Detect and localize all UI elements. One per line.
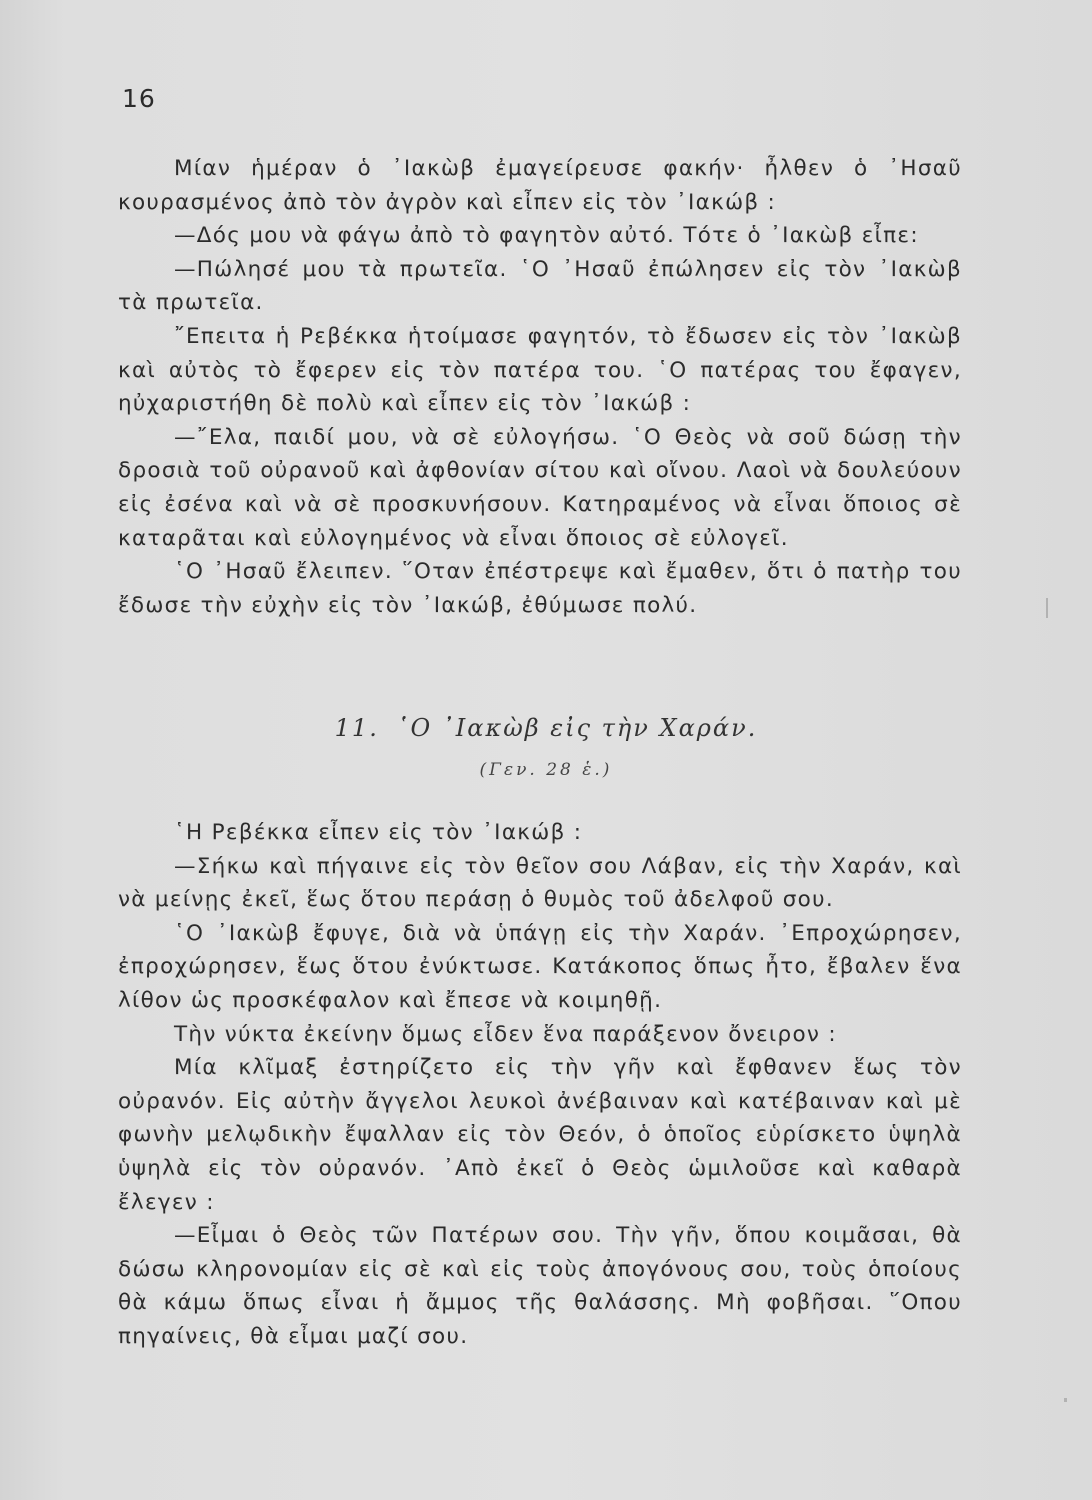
paragraph: ῾Η Ρεβέκκα εἶπεν εἰς τὸν ᾿Ιακώβ :: [174, 820, 583, 845]
scan-speck: [1064, 1398, 1067, 1402]
paragraph: ῾Ο ᾿Ησαῦ ἔλειπεν. ῞Οταν ἐπέστρεψε καὶ ἔμαθεν, ὅτι ὁ πατὴρ του ἔδωσε τὴν εὐχὴν εἰς τὸν ᾿Ιακώβ, ἐθύμωσε πολύ.: [118, 559, 962, 618]
paragraph: Τὴν νύκτα ἐκείνην ὅμως εἶδεν ἕνα παράξενον ὄνειρον :: [174, 1021, 837, 1047]
paragraph: Μίαν ἡμέραν ὁ ᾿Ιακὼβ ἐμαγείρευσε φακήν· ἦλθεν ὁ ᾿Ησαῦ κουρασμένος ἀπὸ τὸν ἀγρὸν καὶ εἶπεν εἰς τὸν ᾿Ιακώβ :: [118, 156, 962, 215]
scan-speck: [1046, 598, 1048, 618]
paragraph: —Δός μου νὰ φάγω ἀπὸ τὸ φαγητὸν αὐτό. Τότε ὁ ᾿Ιακὼβ εἶπε:: [174, 223, 919, 249]
section-2-body: [118, 816, 962, 1354]
page-number: 16: [122, 84, 156, 113]
chapter-heading: [0, 714, 1092, 742]
paragraph: —Πώλησέ μου τὰ πρωτεῖα. ῾Ο ᾿Ησαῦ ἐπώλησεν εἰς τὸν ᾿Ιακὼβ τὰ πρωτεῖα.: [118, 256, 962, 316]
paragraph: ῾Ο ᾿Ιακὼβ ἔφυγε, διὰ νὰ ὑπάγῃ εἰς τὴν Χαράν. ᾿Επροχώρησεν, ἐπροχώρησεν, ἕως ὅτου ἐνύκτωσε. Κατάκοπος ὅπως ἦτο, ἔβαλεν ἕνα λίθον ὡς προσκέφαλον καὶ ἔπεσε νὰ κοιμηθῇ.: [118, 920, 962, 1013]
paragraph: —῎Ελα, παιδί μου, νὰ σὲ εὐλογήσω. ῾Ο Θεὸς νὰ σοῦ δώσῃ τὴν δροσιὰ τοῦ οὐρανοῦ καὶ ἀφθονίαν σίτου καὶ οἴνου. Λαοὶ νὰ δουλεύουν εἰς ἐσένα καὶ νὰ σὲ προσκυνήσουν. Κατηραμένος νὰ εἶναι ὅποιος σὲ καταρᾶται καὶ εὐλογημένος νὰ εἶναι ὅποιος σὲ εὐλογεῖ.: [118, 424, 962, 551]
chapter-reference: (Γεν. 28 ἑ.): [479, 760, 613, 780]
chapter-number: 11.: [334, 714, 379, 742]
paragraph: ῎Επειτα ἡ Ρεβέκκα ἡτοίμασε φαγητόν, τὸ ἔδωσεν εἰς τὸν ᾿Ιακὼβ καὶ αὐτὸς τὸ ἔφερεν εἰς τὸν πατέρα του. ῾Ο πατέρας του ἔφαγεν, ηὐχαριστήθη δὲ πολὺ καὶ εἶπεν εἰς τὸν ᾿Ιακώβ :: [118, 323, 962, 417]
section-1-body: [118, 152, 962, 622]
paragraph: —Σήκω καὶ πήγαινε εἰς τὸν θεῖον σου Λάβαν, εἰς τὴν Χαράν, καὶ νὰ μείνῃς ἐκεῖ, ἕως ὅτου περάσῃ ὁ θυμὸς τοῦ ἀδελφοῦ σου.: [118, 853, 962, 913]
paragraph: Μία κλῖμαξ ἐστηρίζετο εἰς τὴν γῆν καὶ ἔφθανεν ἕως τὸν οὐρανόν. Εἰς αὐτὴν ἄγγελοι λευκοὶ ἀνέβαιναν καὶ κατέβαιναν καὶ μὲ φωνὴν μελῳδικὴν ἔψαλλαν εἰς τὸν Θεόν, ὁ ὁποῖος εὑρίσκετο ὑψηλὰ ὑψηλὰ εἰς τὸν οὐρανόν. ᾿Απὸ ἐκεῖ ὁ Θεὸς ὡμιλοῦσε καὶ καθαρὰ ἔλεγεν :: [118, 1055, 962, 1215]
paragraph: —Εἶμαι ὁ Θεὸς τῶν Πατέρων σου. Τὴν γῆν, ὅπου κοιμᾶσαι, θὰ δώσω κληρονομίαν εἰς σὲ καὶ εἰς τοὺς ἀπογόνους σου, τοὺς ὁποίους θὰ κάμω ὅπως εἶναι ἡ ἄμμος τῆς θαλάσσης. Μὴ φοβῆσαι. ῞Οπου πηγαίνεις, θὰ εἶμαι μαζί σου.: [118, 1223, 962, 1349]
chapter-title: ῾Ο ᾿Ιακὼβ εἰς τὴν Χαράν.: [396, 714, 758, 742]
